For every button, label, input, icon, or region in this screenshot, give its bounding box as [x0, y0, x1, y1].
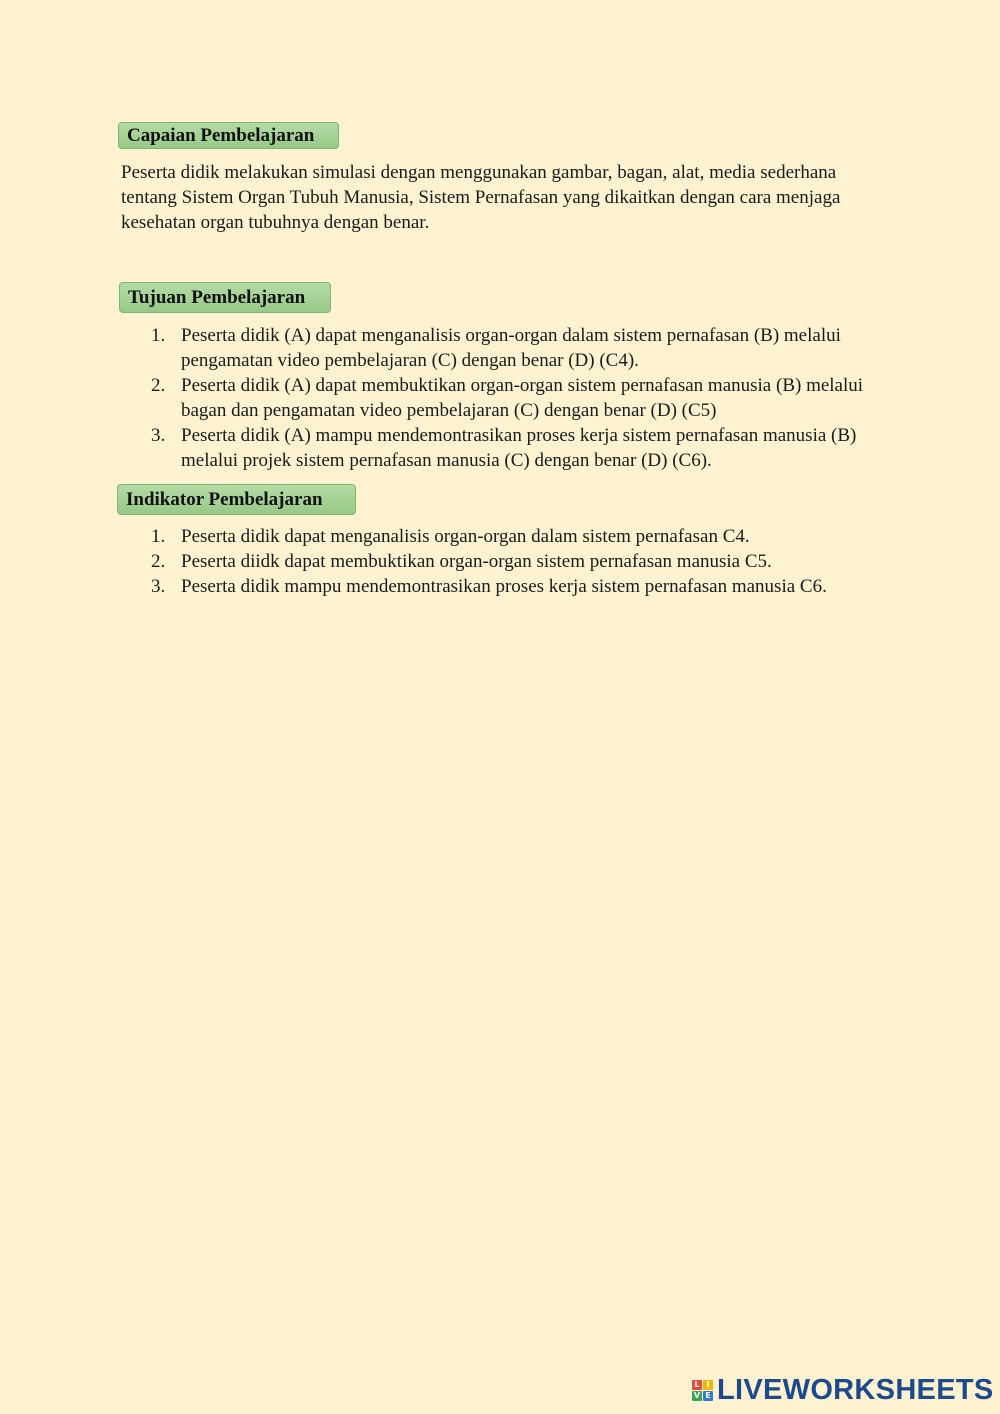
list-item-number: 3. [151, 576, 166, 597]
list-item-text: Peserta diidk dapat membuktikan organ-organ sistem pernafasan manusia C5. [181, 551, 772, 572]
brand-name: LIVEWORKSHEETS [717, 1373, 994, 1406]
list-item-text: Peserta didik (A) dapat membuktikan organ-organ sistem pernafasan manusia (B) melalui bagan dan pengamatan video pembelajaran (C) dengan benar (D) (C5) [181, 375, 864, 421]
logo-letter: V [693, 1390, 701, 1400]
list-item-number: 3. [151, 425, 166, 446]
list-item-text: Peserta didik dapat menganalisis organ-organ dalam sistem pernafasan C4. [181, 526, 750, 547]
capaian-label: Capaian Pembelajaran [118, 122, 339, 149]
liveworksheets-brand[interactable] [692, 1374, 994, 1406]
capaian-paragraph: Peserta didik melakukan simulasi dengan menggunakan gambar, bagan, alat, media sederhana tentang Sistem Organ Tubuh Manusia, Sistem Pernafasan yang dikaitkan dengan cara menjaga kesehatan organ tubuhnya dengan benar. [121, 162, 841, 233]
list-item-text: Peserta didik (A) mampu mendemontrasikan proses kerja sistem pernafasan manusia (B) melalui projek sistem pernafasan manusia (C) dengan benar (D) (C6). [181, 425, 857, 471]
logo-letter: I [703, 1380, 713, 1390]
tujuan-label: Tujuan Pembelajaran [119, 282, 331, 313]
list-item-number: 1. [151, 526, 166, 547]
list-item-number: 2. [151, 551, 166, 572]
list-item-number: 1. [151, 325, 166, 346]
list-item [0, 549, 881, 574]
indikator-list [0, 524, 881, 599]
list-item [0, 423, 881, 473]
tujuan-list [0, 323, 881, 473]
list-item-text: Peserta didik (A) dapat menganalisis organ-organ dalam sistem pernafasan (B) melalui pengamatan video pembelajaran (C) dengan benar (D) (C4). [181, 325, 841, 371]
list-item [0, 524, 881, 549]
list-item [0, 574, 881, 599]
indikator-label: Indikator Pembelajaran [117, 484, 356, 515]
list-item [0, 323, 881, 373]
logo-letter: L [692, 1380, 702, 1390]
list-item-text: Peserta didik mampu mendemontrasikan proses kerja sistem pernafasan manusia C6. [181, 576, 827, 597]
liveworksheets-logo-icon [692, 1380, 713, 1401]
list-item [0, 373, 881, 423]
logo-letter: E [703, 1391, 713, 1401]
list-item-number: 2. [151, 375, 166, 396]
